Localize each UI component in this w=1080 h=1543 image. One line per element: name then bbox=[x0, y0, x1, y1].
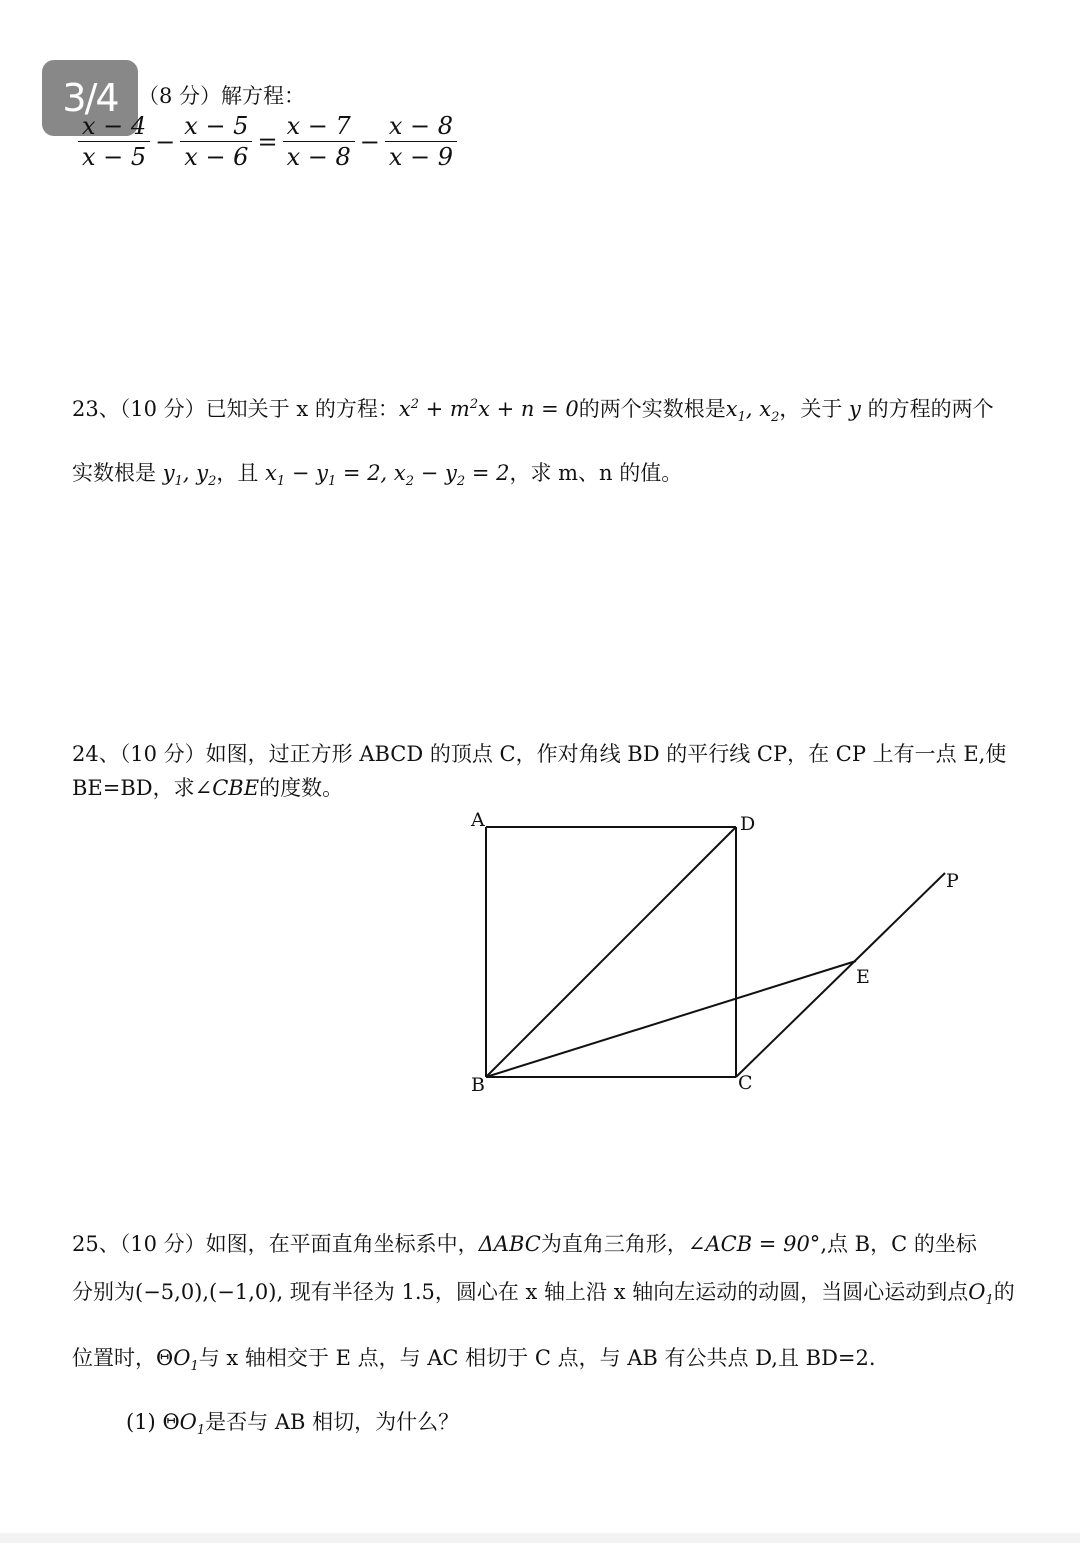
q23-roots-y: $y_1$, $y_2$ bbox=[162, 461, 217, 490]
q25-sub1-text: 是否与 AB 相切，为什么？ bbox=[205, 1410, 460, 1434]
fraction-4: $\frac{x - 8}{x - 9}$ bbox=[385, 112, 457, 171]
page-indicator-badge: 3/4 bbox=[42, 60, 138, 136]
q25-number: 25、 bbox=[72, 1232, 120, 1256]
q25-line2: 分别为(−5,0),(−1,0), 现有半径为 1.5，圆心在 x 轴上沿 x 轴向左运动的动圆，当圆心运动到点$O_1$的 bbox=[72, 1280, 1015, 1309]
line-cp bbox=[736, 873, 945, 1077]
circle-o1-symbol-2: $\Theta O_1$ bbox=[162, 1410, 206, 1439]
q24-number: 24、 bbox=[72, 742, 120, 766]
q25-sub1-number: (1) bbox=[126, 1410, 156, 1434]
q25-line1 bbox=[72, 1228, 977, 1258]
circle-o1-symbol: $\Theta O_1$ bbox=[156, 1346, 199, 1375]
q23-text-7: ，求 m、n 的值。 bbox=[509, 461, 683, 485]
q25-points: （10 分） bbox=[119, 1232, 206, 1256]
q25-text-2a: 分别为 bbox=[72, 1280, 135, 1304]
q23-conditions: $x_1 - y_1 = 2$, $x_2 - y_2 = 2$ bbox=[265, 461, 510, 490]
label-e: E bbox=[856, 966, 870, 988]
q22-heading bbox=[138, 80, 305, 110]
q24-points: （10 分） bbox=[119, 742, 206, 766]
label-p: P bbox=[946, 870, 959, 892]
square-diagram bbox=[460, 805, 1000, 1105]
fraction-1: $\frac{x - 4}{x - 5}$ bbox=[78, 112, 150, 171]
q23-roots-x: $x_1$, $x_2$ bbox=[725, 397, 780, 426]
q24-line2 bbox=[72, 772, 343, 802]
q23-line2 bbox=[72, 457, 682, 489]
segment-be bbox=[486, 961, 856, 1077]
q23-number: 23、 bbox=[72, 397, 120, 421]
q24-angle: ∠CBE bbox=[194, 776, 260, 800]
q25-text-3a: 位置时， bbox=[72, 1346, 156, 1370]
q24-text-1: 如图，过正方形 ABCD 的顶点 C，作对角线 BD 的平行线 CP，在 CP 上有一点 E,使 bbox=[205, 742, 1007, 766]
q23-text-1: 已知关于 x 的方程： bbox=[205, 397, 399, 421]
q25-text-3b: 与 x 轴相交于 E 点，与 AC 相切于 C 点，与 AB 有公共点 D,且 BD=2. bbox=[198, 1346, 876, 1370]
q23-line1: 23、（10 分）已知关于 x 的方程：$x^2 + m^2x + n = 0$的两个实数根是$x_1$, $x_2$，关于 y 的方程的两个 bbox=[72, 397, 994, 426]
q23-equation-x: $x^2 + m^2x + n = 0$ bbox=[398, 397, 579, 421]
q22-equation: $\frac{x - 4}{x - 5}$ − $\frac{x - 5}{x - 6}$ = $\frac{x - 7}{x - 8}$ − $\frac{x - 8}{x - 9}$ bbox=[76, 112, 459, 171]
q24-text-2a: BE=BD，求 bbox=[72, 776, 195, 800]
q23-text-5: 实数根是 bbox=[72, 461, 156, 485]
q23-text-4: 的方程的两个 bbox=[867, 397, 994, 421]
q25-coords: (−5,0),(−1,0) bbox=[135, 1280, 277, 1304]
q23-text-3: ，关于 bbox=[779, 397, 843, 421]
q25-text-1c: ,点 B，C 的坐标 bbox=[820, 1232, 977, 1256]
fraction-2: $\frac{x - 5}{x - 6}$ bbox=[180, 112, 252, 171]
q23-text-2: 的两个实数根是 bbox=[578, 397, 726, 421]
q25-text-2b: , 现有半径为 1.5，圆心在 x 轴上沿 x 轴向左运动的动圆，当圆心运动到点 bbox=[276, 1280, 969, 1304]
q22-text: 解方程： bbox=[221, 84, 306, 108]
q24-line1 bbox=[72, 738, 1006, 768]
q25-line3 bbox=[72, 1342, 876, 1374]
q25-angle: ∠ACB = 90° bbox=[687, 1232, 821, 1256]
label-b: B bbox=[471, 1074, 485, 1096]
bottom-edge bbox=[0, 1533, 1080, 1543]
q22-points: （8 分） bbox=[138, 84, 222, 108]
q23-text-6: ，且 bbox=[216, 461, 259, 485]
q23-points: （10 分） bbox=[119, 397, 206, 421]
diagonal-bd bbox=[486, 827, 736, 1077]
label-c: C bbox=[738, 1072, 753, 1094]
q25-sub1 bbox=[126, 1406, 459, 1438]
q25-text-1b: 为直角三角形， bbox=[540, 1232, 688, 1256]
q25-triangle: ΔABC bbox=[478, 1232, 541, 1256]
label-d: D bbox=[740, 813, 756, 835]
q24-text-2b: 的度数。 bbox=[259, 776, 344, 800]
q25-text-2c: 的 bbox=[993, 1280, 1015, 1304]
label-a: A bbox=[471, 809, 485, 831]
q25-text-1a: 如图，在平面直角坐标系中， bbox=[205, 1232, 479, 1256]
fraction-3: $\frac{x - 7}{x - 8}$ bbox=[283, 112, 355, 171]
